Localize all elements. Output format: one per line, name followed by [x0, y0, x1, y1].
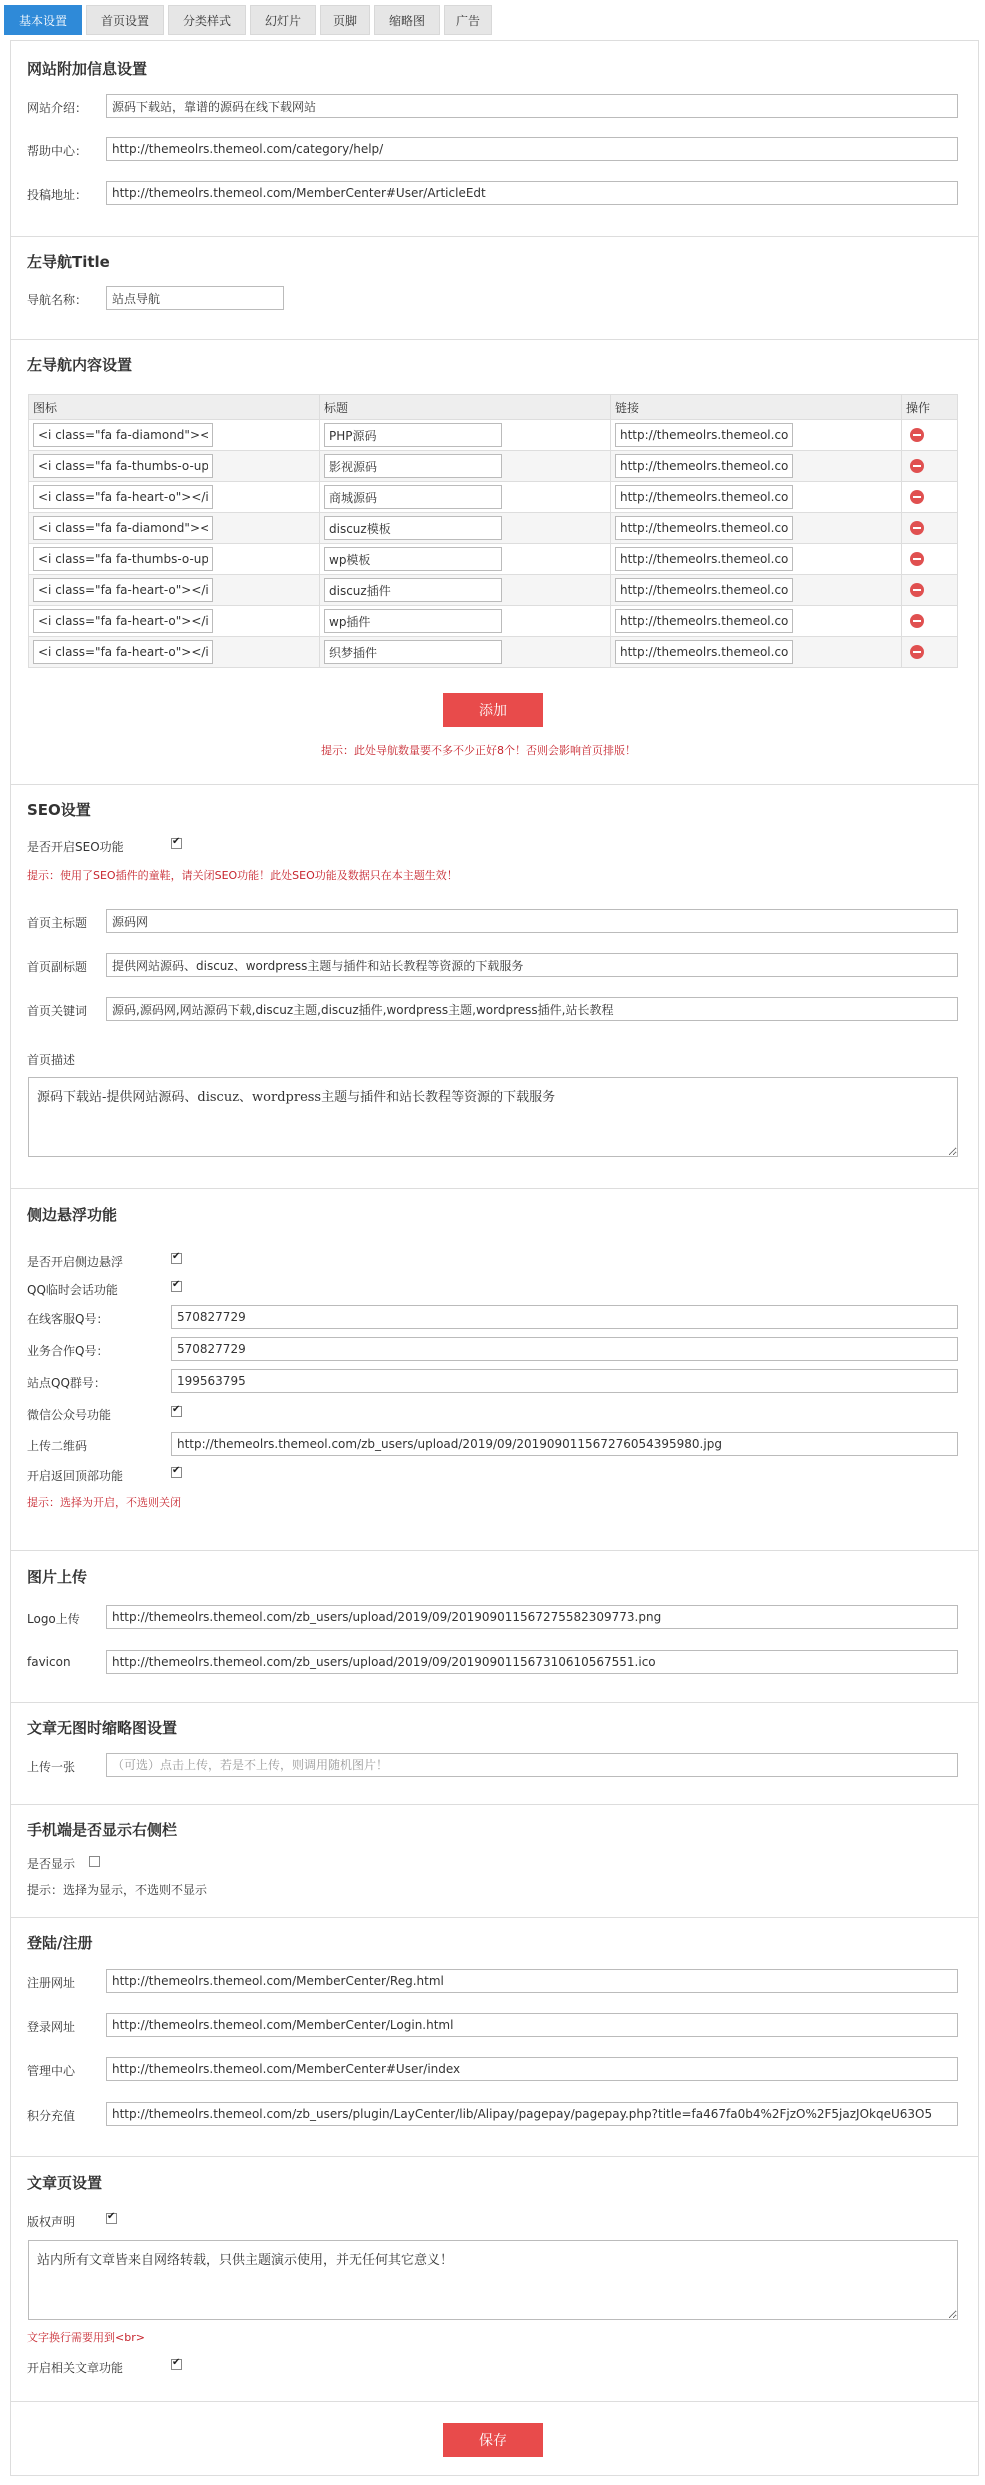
- site-info-heading: 网站附加信息设置: [27, 60, 148, 78]
- divider: [11, 339, 978, 340]
- nav-icon-input[interactable]: [33, 547, 213, 571]
- recharge-url-input[interactable]: [106, 2102, 958, 2126]
- mobile-show-checkbox[interactable]: [89, 1856, 100, 1867]
- reg-url-label: 注册网址: [27, 1976, 76, 1990]
- site-intro-input[interactable]: [106, 94, 958, 118]
- logo-input[interactable]: [106, 1605, 958, 1629]
- sidebar-enable-checkbox[interactable]: [171, 1253, 182, 1264]
- nav-title-input[interactable]: [324, 516, 502, 540]
- divider: [11, 2401, 978, 2402]
- qrcode-input[interactable]: [171, 1432, 958, 1456]
- nav-name-label: 导航名称：: [27, 293, 88, 307]
- help-center-label: 帮助中心：: [27, 144, 88, 158]
- nav-title-input[interactable]: [324, 609, 502, 633]
- home-desc-label: 首页描述: [27, 1053, 76, 1067]
- mobile-heading: 手机端是否显示右侧栏: [27, 1821, 178, 1839]
- article-heading: 文章页设置: [27, 2174, 103, 2192]
- seo-hint: 提示：使用了SEO插件的童鞋，请关闭SEO功能！此处SEO功能及数据只在本主题生效！: [27, 869, 458, 882]
- nav-icon-input[interactable]: [33, 516, 213, 540]
- qrcode-label: 上传二维码: [27, 1439, 88, 1453]
- divider: [11, 1804, 978, 1805]
- settings-panel: [10, 40, 979, 2476]
- divider: [11, 236, 978, 237]
- submit-url-input[interactable]: [106, 181, 958, 205]
- divider: [11, 2156, 978, 2157]
- delete-row-icon[interactable]: [910, 552, 924, 566]
- table-header-row: [29, 395, 958, 420]
- nav-title-input[interactable]: [324, 578, 502, 602]
- delete-row-icon[interactable]: [910, 583, 924, 597]
- qq-chat-checkbox[interactable]: [171, 1281, 182, 1292]
- table-row: [29, 420, 958, 451]
- table-row: [29, 575, 958, 606]
- divider: [11, 1550, 978, 1551]
- table-row: [29, 544, 958, 575]
- nav-link-input[interactable]: [615, 485, 793, 509]
- home-title-label: 首页主标题: [27, 916, 88, 930]
- nav-name-input[interactable]: [106, 286, 284, 310]
- group-qq-label: 站点QQ群号：: [27, 1376, 106, 1390]
- left-nav-title-heading: 左导航Title: [27, 253, 110, 271]
- nav-items-table: [28, 394, 958, 668]
- delete-row-icon[interactable]: [910, 614, 924, 628]
- site-intro-label: 网站介绍：: [27, 101, 88, 115]
- backtop-label: 开启返回顶部功能: [27, 1469, 124, 1483]
- table-row: [29, 637, 958, 668]
- login-heading: 登陆/注册: [27, 1934, 93, 1952]
- nav-title-input[interactable]: [324, 423, 502, 447]
- wechat-checkbox[interactable]: [171, 1406, 182, 1417]
- save-button[interactable]: 保存: [443, 2423, 543, 2457]
- submit-url-label: 投稿地址：: [27, 188, 88, 202]
- add-row-button[interactable]: 添加: [443, 693, 543, 727]
- service-qq-label: 在线客服Q号：: [27, 1312, 109, 1326]
- nav-title-input[interactable]: [324, 547, 502, 571]
- tab-category-style[interactable]: 分类样式: [168, 5, 246, 35]
- home-title-input[interactable]: [106, 909, 958, 933]
- tab-ads[interactable]: 广告: [444, 5, 492, 35]
- wechat-label: 微信公众号功能: [27, 1408, 112, 1422]
- nav-count-hint: 提示：此处导航数量要不多不少正好8个！否则会影响首页排版！: [321, 744, 636, 757]
- delete-row-icon[interactable]: [910, 490, 924, 504]
- sidebar-enable-label: 是否开启侧边悬浮: [27, 1255, 124, 1269]
- home-desc-textarea[interactable]: [28, 1077, 958, 1157]
- delete-row-icon[interactable]: [910, 459, 924, 473]
- table-row: [29, 606, 958, 637]
- backtop-checkbox[interactable]: [171, 1467, 182, 1478]
- divider: [11, 1917, 978, 1918]
- tab-footer[interactable]: 页脚: [320, 5, 370, 35]
- nav-icon-input[interactable]: [33, 454, 213, 478]
- login-url-label: 登录网址: [27, 2020, 76, 2034]
- mobile-hint: 提示：选择为显示，不选则不显示: [27, 1883, 208, 1897]
- group-qq-input[interactable]: [171, 1369, 958, 1393]
- nav-icon-input[interactable]: [33, 578, 213, 602]
- article-hint: 文字换行需要用到<br>: [27, 2331, 145, 2344]
- admin-url-input[interactable]: [106, 2057, 958, 2081]
- home-subtitle-label: 首页副标题: [27, 960, 88, 974]
- favicon-label: favicon: [27, 1655, 71, 1669]
- table-row: [29, 513, 958, 544]
- nav-link-input[interactable]: [615, 423, 793, 447]
- login-url-input[interactable]: [106, 2013, 958, 2037]
- nav-icon-input[interactable]: [33, 423, 213, 447]
- nav-icon-input[interactable]: [33, 640, 213, 664]
- biz-qq-input[interactable]: [171, 1337, 958, 1361]
- reg-url-input[interactable]: [106, 1969, 958, 1993]
- sidebar-heading: 侧边悬浮功能: [27, 1206, 118, 1224]
- delete-row-icon[interactable]: [910, 428, 924, 442]
- divider: [11, 1702, 978, 1703]
- column-header-link: 链接: [611, 395, 902, 420]
- copyright-checkbox[interactable]: [106, 2213, 117, 2224]
- copyright-label: 版权声明: [27, 2215, 76, 2229]
- left-nav-content-heading: 左导航内容设置: [27, 356, 133, 374]
- delete-row-icon[interactable]: [910, 645, 924, 659]
- image-upload-heading: 图片上传: [27, 1568, 88, 1586]
- related-checkbox[interactable]: [171, 2359, 182, 2370]
- nav-link-input[interactable]: [615, 609, 793, 633]
- column-header-action: 操作: [902, 395, 958, 420]
- column-header-title: 标题: [320, 395, 611, 420]
- nav-link-input[interactable]: [615, 454, 793, 478]
- home-keywords-input[interactable]: [106, 997, 958, 1021]
- help-center-input[interactable]: [106, 137, 958, 161]
- nav-link-input[interactable]: [615, 547, 793, 571]
- nav-icon-input[interactable]: [33, 609, 213, 633]
- tab-slideshow[interactable]: 幻灯片: [250, 5, 316, 35]
- related-label: 开启相关文章功能: [27, 2361, 124, 2375]
- thumbnail-upload-input[interactable]: [106, 1753, 958, 1777]
- logo-label: Logo上传: [27, 1612, 80, 1626]
- qq-chat-label: QQ临时会话功能: [27, 1283, 118, 1297]
- seo-enable-label: 是否开启SEO功能: [27, 840, 124, 854]
- admin-url-label: 管理中心: [27, 2064, 76, 2078]
- thumbnail-upload-label: 上传一张: [27, 1760, 76, 1774]
- nav-title-input[interactable]: [324, 485, 502, 509]
- seo-heading: SEO设置: [27, 801, 91, 819]
- divider: [11, 784, 978, 785]
- table-row: [29, 482, 958, 513]
- thumbnail-heading: 文章无图时缩略图设置: [27, 1719, 178, 1737]
- recharge-url-label: 积分充值: [27, 2109, 76, 2123]
- nav-link-input[interactable]: [615, 578, 793, 602]
- seo-enable-checkbox[interactable]: [171, 838, 182, 849]
- copyright-textarea[interactable]: [28, 2240, 958, 2320]
- sidebar-hint: 提示：选择为开启，不选则关闭: [27, 1496, 181, 1509]
- nav-icon-input[interactable]: [33, 485, 213, 509]
- home-keywords-label: 首页关键词: [27, 1004, 88, 1018]
- tab-basic-settings[interactable]: 基本设置: [4, 5, 82, 35]
- tab-home-settings[interactable]: 首页设置: [86, 5, 164, 35]
- delete-row-icon[interactable]: [910, 521, 924, 535]
- tab-thumbnail[interactable]: 缩略图: [374, 5, 440, 35]
- nav-link-input[interactable]: [615, 640, 793, 664]
- nav-title-input[interactable]: [324, 640, 502, 664]
- mobile-show-label: 是否显示: [27, 1857, 76, 1871]
- biz-qq-label: 业务合作Q号：: [27, 1344, 109, 1358]
- nav-link-input[interactable]: [615, 516, 793, 540]
- table-row: [29, 451, 958, 482]
- service-qq-input[interactable]: [171, 1305, 958, 1329]
- column-header-icon: 图标: [29, 395, 320, 420]
- home-subtitle-input[interactable]: [106, 953, 958, 977]
- nav-title-input[interactable]: [324, 454, 502, 478]
- divider: [11, 1188, 978, 1189]
- favicon-input[interactable]: [106, 1650, 958, 1674]
